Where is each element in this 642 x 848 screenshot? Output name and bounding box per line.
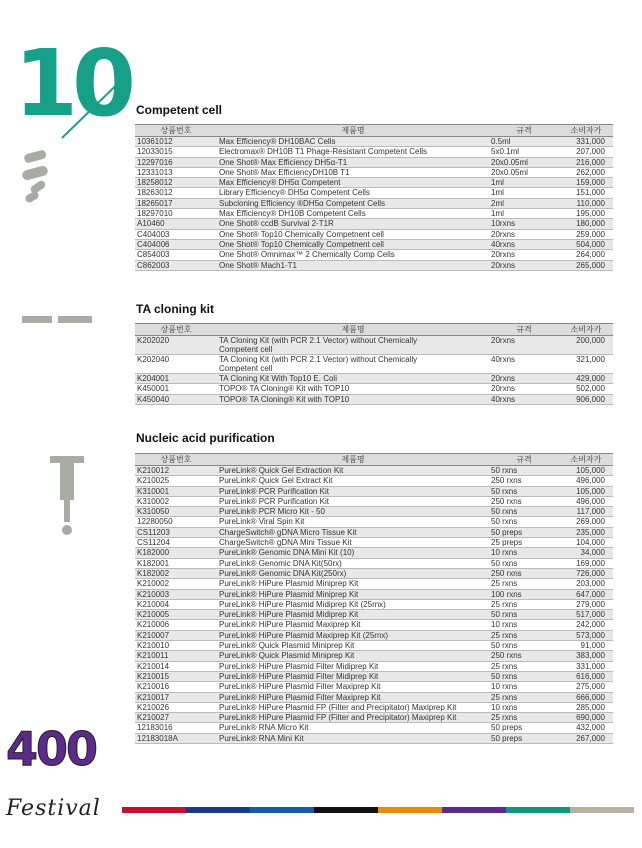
cell-code: K450040 [135, 394, 217, 404]
cell-spec: 40rxns [489, 355, 559, 374]
cell-price: 690,000 [559, 713, 613, 723]
cell-code: K210002 [135, 579, 217, 589]
cell-price: 383,000 [559, 651, 613, 661]
color-bar [122, 807, 634, 813]
cell-name: PureLink® Genomic DNA Kit(50rx) [217, 558, 489, 568]
cell-name: PureLink® PCR Purification Kit [217, 486, 489, 496]
cell-name: PureLink® HiPure Plasmid Miniprep Kit [217, 579, 489, 589]
table-row [135, 620, 613, 630]
cell-name: PureLink® PCR Micro Kit - 50 [217, 507, 489, 517]
cell-spec: 20rxns [489, 384, 559, 394]
col-code: 상품번호 [135, 324, 217, 336]
cell-spec: 50 rxns [489, 507, 559, 517]
nucleic-table [135, 453, 613, 744]
cell-code: K310001 [135, 486, 217, 496]
cell-name: One Shot® ccdB Survival 2-T1R [217, 219, 489, 229]
cell-price: 573,000 [559, 630, 613, 640]
cell-code: C862003 [135, 260, 217, 270]
table-row [135, 188, 613, 198]
cell-code: C404003 [135, 229, 217, 239]
cell-name: One Shot® Max Efficiency DH5α-T1 [217, 157, 489, 167]
col-spec: 규격 [489, 125, 559, 137]
table-row [135, 599, 613, 609]
cell-spec: 40rxns [489, 239, 559, 249]
cell-price: 159,000 [559, 178, 613, 188]
table-row [135, 355, 613, 374]
cell-code: K210004 [135, 599, 217, 609]
cell-name: Max Efficiency® DH10B Competent Cells [217, 209, 489, 219]
cell-name: One Shot® Omnimax™ 2 Chemically Comp Cells [217, 250, 489, 260]
cell-price: 34,000 [559, 548, 613, 558]
table-row [135, 682, 613, 692]
cell-code: K210012 [135, 466, 217, 476]
cell-spec: 25 rxns [489, 630, 559, 640]
cell-spec: 25 rxns [489, 661, 559, 671]
section-title-ta: TA cloning kit [136, 302, 214, 316]
table-row [135, 527, 613, 537]
cell-code: 18265017 [135, 198, 217, 208]
cell-price: 267,000 [559, 733, 613, 743]
cell-code: K210027 [135, 713, 217, 723]
cell-name: PureLink® HiPure Plasmid Maxiprep Kit [217, 620, 489, 630]
cell-code: K210015 [135, 671, 217, 681]
cell-code: K182000 [135, 548, 217, 558]
cell-name: ChargeSwitch® gDNA Micro Tissue Kit [217, 527, 489, 537]
cell-price: 321,000 [559, 355, 613, 374]
cell-name: PureLink® HiPure Plasmid Midiprep Kit [217, 610, 489, 620]
cell-spec: 50 rxns [489, 466, 559, 476]
cell-name: Electromax® DH10B T1 Phage-Resistant Competent Cells [217, 147, 489, 157]
cell-spec: 50 preps [489, 527, 559, 537]
cell-price: 105,000 [559, 466, 613, 476]
cell-name: One Shot® Top10 Chemically Competnent cell [217, 229, 489, 239]
cell-price: 169,000 [559, 558, 613, 568]
col-code: 상품번호 [135, 454, 217, 466]
table-row [135, 336, 613, 355]
decorative-illustration [0, 0, 130, 560]
cell-name: TOPO® TA Cloning® Kit with TOP10 [217, 394, 489, 404]
cell-name: PureLink® HiPure Plasmid FP (Filter and Precipitator) Maxiprep Kit [217, 702, 489, 712]
cell-name: PureLink® HiPure Plasmid Filter Maxiprep Kit [217, 682, 489, 692]
cell-price: 104,000 [559, 538, 613, 548]
section-title-nucleic: Nucleic acid purification [136, 431, 275, 445]
cell-name: Library Efficiency® DH5α Competent Cells [217, 188, 489, 198]
cell-name: PureLink® Quick Gel Extract Kit [217, 476, 489, 486]
table-row [135, 147, 613, 157]
cell-code: A10460 [135, 219, 217, 229]
cell-price: 432,000 [559, 723, 613, 733]
col-price: 소비자가 [559, 324, 613, 336]
cell-spec: 25 rxns [489, 692, 559, 702]
cell-price: 259,000 [559, 229, 613, 239]
table-row [135, 250, 613, 260]
festival-number: 400 [6, 722, 97, 776]
cell-code: K210017 [135, 692, 217, 702]
table-row [135, 167, 613, 177]
cell-spec: 10rxns [489, 219, 559, 229]
cell-code: K202020 [135, 336, 217, 355]
table-row [135, 630, 613, 640]
cell-code: 18263012 [135, 188, 217, 198]
cell-price: 242,000 [559, 620, 613, 630]
cell-price: 906,000 [559, 394, 613, 404]
cell-name: PureLink® HiPure Plasmid Filter Maxiprep Kit [217, 692, 489, 702]
table-row [135, 394, 613, 404]
cell-name: PureLink® Genomic DNA Kit(250rx) [217, 568, 489, 578]
col-name: 제품명 [217, 125, 489, 137]
table-row [135, 496, 613, 506]
cell-code: 12183018A [135, 733, 217, 743]
cell-code: 18297010 [135, 209, 217, 219]
table-row [135, 568, 613, 578]
cell-code: CS11204 [135, 538, 217, 548]
cell-spec: 0.5ml [489, 137, 559, 147]
cell-spec: 20rxns [489, 260, 559, 270]
cell-name: PureLink® RNA Micro Kit [217, 723, 489, 733]
cell-name: PureLink® HiPure Plasmid Maxiprep Kit (25rnx) [217, 630, 489, 640]
cell-name: PureLink® Viral Spin Kit [217, 517, 489, 527]
cell-code: K202040 [135, 355, 217, 374]
cell-code: 12331013 [135, 167, 217, 177]
table-row [135, 548, 613, 558]
cell-price: 331,000 [559, 137, 613, 147]
cell-name: PureLink® Genomic DNA Mini Kit (10) [217, 548, 489, 558]
table-row [135, 671, 613, 681]
table-row [135, 538, 613, 548]
table-row [135, 558, 613, 568]
cell-spec: 10 rxns [489, 702, 559, 712]
cell-code: K450001 [135, 384, 217, 394]
cell-price: 504,000 [559, 239, 613, 249]
cell-spec: 25 rxns [489, 599, 559, 609]
cell-spec: 40rxns [489, 394, 559, 404]
cell-spec: 2ml [489, 198, 559, 208]
cell-price: 216,000 [559, 157, 613, 167]
table-row [135, 713, 613, 723]
table-header [135, 454, 613, 466]
cell-price: 331,000 [559, 661, 613, 671]
cell-name: Max Efficiency® DH5α Competent [217, 178, 489, 188]
cell-name: PureLink® HiPure Plasmid Filter Midiprep Kit [217, 671, 489, 681]
cell-code: K210007 [135, 630, 217, 640]
table-row [135, 219, 613, 229]
table-row [135, 374, 613, 384]
cell-price: 262,000 [559, 167, 613, 177]
festival-label: Festival [6, 796, 101, 821]
cell-code: K210026 [135, 702, 217, 712]
table-row [135, 486, 613, 496]
cell-price: 151,000 [559, 188, 613, 198]
cell-price: 647,000 [559, 589, 613, 599]
col-code: 상품번호 [135, 125, 217, 137]
cell-spec: 250 rxns [489, 476, 559, 486]
table-row [135, 702, 613, 712]
cell-price: 429,000 [559, 374, 613, 384]
cell-price: 117,000 [559, 507, 613, 517]
cell-spec: 1ml [489, 188, 559, 198]
cell-spec: 20rxns [489, 336, 559, 355]
cell-code: K210014 [135, 661, 217, 671]
cell-price: 279,000 [559, 599, 613, 609]
cell-code: K310002 [135, 496, 217, 506]
cell-price: 264,000 [559, 250, 613, 260]
cell-name: PureLink® HiPure Plasmid Midiprep Kit (25rnx) [217, 599, 489, 609]
cell-spec: 50 preps [489, 733, 559, 743]
table-row [135, 723, 613, 733]
table-row [135, 384, 613, 394]
page-number: 10 [14, 30, 131, 137]
table-header [135, 125, 613, 137]
cell-price: 285,000 [559, 702, 613, 712]
table-row [135, 507, 613, 517]
cell-code: 12297016 [135, 157, 217, 167]
cell-spec: 250 rxns [489, 568, 559, 578]
table-row [135, 610, 613, 620]
cell-name: PureLink® HiPure Plasmid Miniprep Kit [217, 589, 489, 599]
table-header [135, 324, 613, 336]
cell-code: C404006 [135, 239, 217, 249]
cell-price: 496,000 [559, 496, 613, 506]
cell-price: 110,000 [559, 198, 613, 208]
table-row [135, 651, 613, 661]
cell-name: PureLink® RNA Mini Kit [217, 733, 489, 743]
cell-code: 18258012 [135, 178, 217, 188]
table-row [135, 260, 613, 270]
cell-price: 502,000 [559, 384, 613, 394]
cell-name: PureLink® Quick Plasmid Miniprep Kit [217, 641, 489, 651]
cell-spec: 50 rxns [489, 641, 559, 651]
ta-table [135, 323, 613, 405]
cell-code: K182001 [135, 558, 217, 568]
cell-spec: 50 preps [489, 723, 559, 733]
table-row [135, 239, 613, 249]
cell-name: TA Cloning Kit (with PCR 2.1 Vector) without Chemically Competent cell [217, 355, 489, 374]
section-title-competent: Competent cell [136, 103, 223, 117]
col-spec: 규격 [489, 324, 559, 336]
cell-spec: 50 rxns [489, 517, 559, 527]
cell-spec: 250 rxns [489, 496, 559, 506]
cell-name: One Shot® Top10 Chemically Competnent cell [217, 239, 489, 249]
cell-spec: 25 rxns [489, 579, 559, 589]
cell-code: K210025 [135, 476, 217, 486]
cell-spec: 25 rxns [489, 713, 559, 723]
cell-code: K210016 [135, 682, 217, 692]
cell-spec: 250 rxns [489, 651, 559, 661]
cell-name: PureLink® HiPure Plasmid FP (Filter and Precipitator) Maxiprep Kit [217, 713, 489, 723]
cell-spec: 25 preps [489, 538, 559, 548]
cell-spec: 50 rxns [489, 558, 559, 568]
cell-price: 105,000 [559, 486, 613, 496]
cell-spec: 50 rxns [489, 486, 559, 496]
table-row [135, 229, 613, 239]
competent-table [135, 124, 613, 271]
cell-spec: 5x0.1ml [489, 147, 559, 157]
cell-code: K182002 [135, 568, 217, 578]
table-row [135, 661, 613, 671]
cell-name: PureLink® HiPure Plasmid Filter Midiprep Kit [217, 661, 489, 671]
cell-spec: 1ml [489, 178, 559, 188]
cell-name: PureLink® PCR Purification Kit [217, 496, 489, 506]
table-row [135, 589, 613, 599]
table-row [135, 517, 613, 527]
table-row [135, 476, 613, 486]
cell-code: K210006 [135, 620, 217, 630]
cell-price: 180,000 [559, 219, 613, 229]
cell-spec: 20x0.05ml [489, 157, 559, 167]
cell-code: CS11203 [135, 527, 217, 537]
table-row [135, 466, 613, 476]
cell-name: TOPO® TA Cloning® Kit with TOP10 [217, 384, 489, 394]
cell-price: 91,000 [559, 641, 613, 651]
cell-price: 207,000 [559, 147, 613, 157]
cell-name: One Shot® Max EfficiencyDH10B T1 [217, 167, 489, 177]
table-row [135, 692, 613, 702]
cell-price: 517,000 [559, 610, 613, 620]
table-row [135, 733, 613, 743]
table-row [135, 209, 613, 219]
cell-price: 203,000 [559, 579, 613, 589]
cell-code: K210003 [135, 589, 217, 599]
col-spec: 규격 [489, 454, 559, 466]
cell-spec: 20rxns [489, 250, 559, 260]
cell-price: 616,000 [559, 671, 613, 681]
cell-name: One Shot® Mach1-T1 [217, 260, 489, 270]
col-price: 소비자가 [559, 454, 613, 466]
cell-spec: 10 rxns [489, 548, 559, 558]
cell-code: K210011 [135, 651, 217, 661]
cell-price: 666,000 [559, 692, 613, 702]
cell-name: TA Cloning Kit (with PCR 2.1 Vector) without Chemically Competent cell [217, 336, 489, 355]
table-row [135, 579, 613, 589]
cell-spec: 20rxns [489, 229, 559, 239]
cell-price: 235,000 [559, 527, 613, 537]
table-row [135, 641, 613, 651]
table-row [135, 198, 613, 208]
cell-price: 496,000 [559, 476, 613, 486]
table-row [135, 157, 613, 167]
cell-price: 265,000 [559, 260, 613, 270]
cell-name: Max Efficiency® DH10BAC Cells [217, 137, 489, 147]
cell-code: 10361012 [135, 137, 217, 147]
cell-spec: 10 rxns [489, 620, 559, 630]
cell-code: C854003 [135, 250, 217, 260]
cell-code: 12033015 [135, 147, 217, 157]
cell-code: K210005 [135, 610, 217, 620]
cell-name: Subcloning Efficiency ®DH5α Competent Cells [217, 198, 489, 208]
cell-name: ChargeSwitch® gDNA Mini Tissue Kit [217, 538, 489, 548]
col-name: 제품명 [217, 454, 489, 466]
cell-spec: 100 rxns [489, 589, 559, 599]
cell-spec: 20x0.05ml [489, 167, 559, 177]
cell-spec: 10 rxns [489, 682, 559, 692]
cell-price: 195,000 [559, 209, 613, 219]
cell-code: K310050 [135, 507, 217, 517]
cell-spec: 50 rxns [489, 671, 559, 681]
cell-name: TA Cloning Kit With Top10 E. Coli [217, 374, 489, 384]
cell-code: 12280050 [135, 517, 217, 527]
cell-price: 200,000 [559, 336, 613, 355]
cell-spec: 50 rxns [489, 610, 559, 620]
col-price: 소비자가 [559, 125, 613, 137]
cell-spec: 20rxns [489, 374, 559, 384]
cell-price: 275,000 [559, 682, 613, 692]
cell-price: 726,000 [559, 568, 613, 578]
col-name: 제품명 [217, 324, 489, 336]
table-row [135, 178, 613, 188]
table-row [135, 137, 613, 147]
cell-spec: 1ml [489, 209, 559, 219]
cell-name: PureLink® Quick Plasmid Miniprep Kit [217, 651, 489, 661]
cell-code: 12183016 [135, 723, 217, 733]
cell-price: 269,000 [559, 517, 613, 527]
cell-code: K204001 [135, 374, 217, 384]
cell-name: PureLink® Quick Gel Extraction Kit [217, 466, 489, 476]
cell-code: K210010 [135, 641, 217, 651]
